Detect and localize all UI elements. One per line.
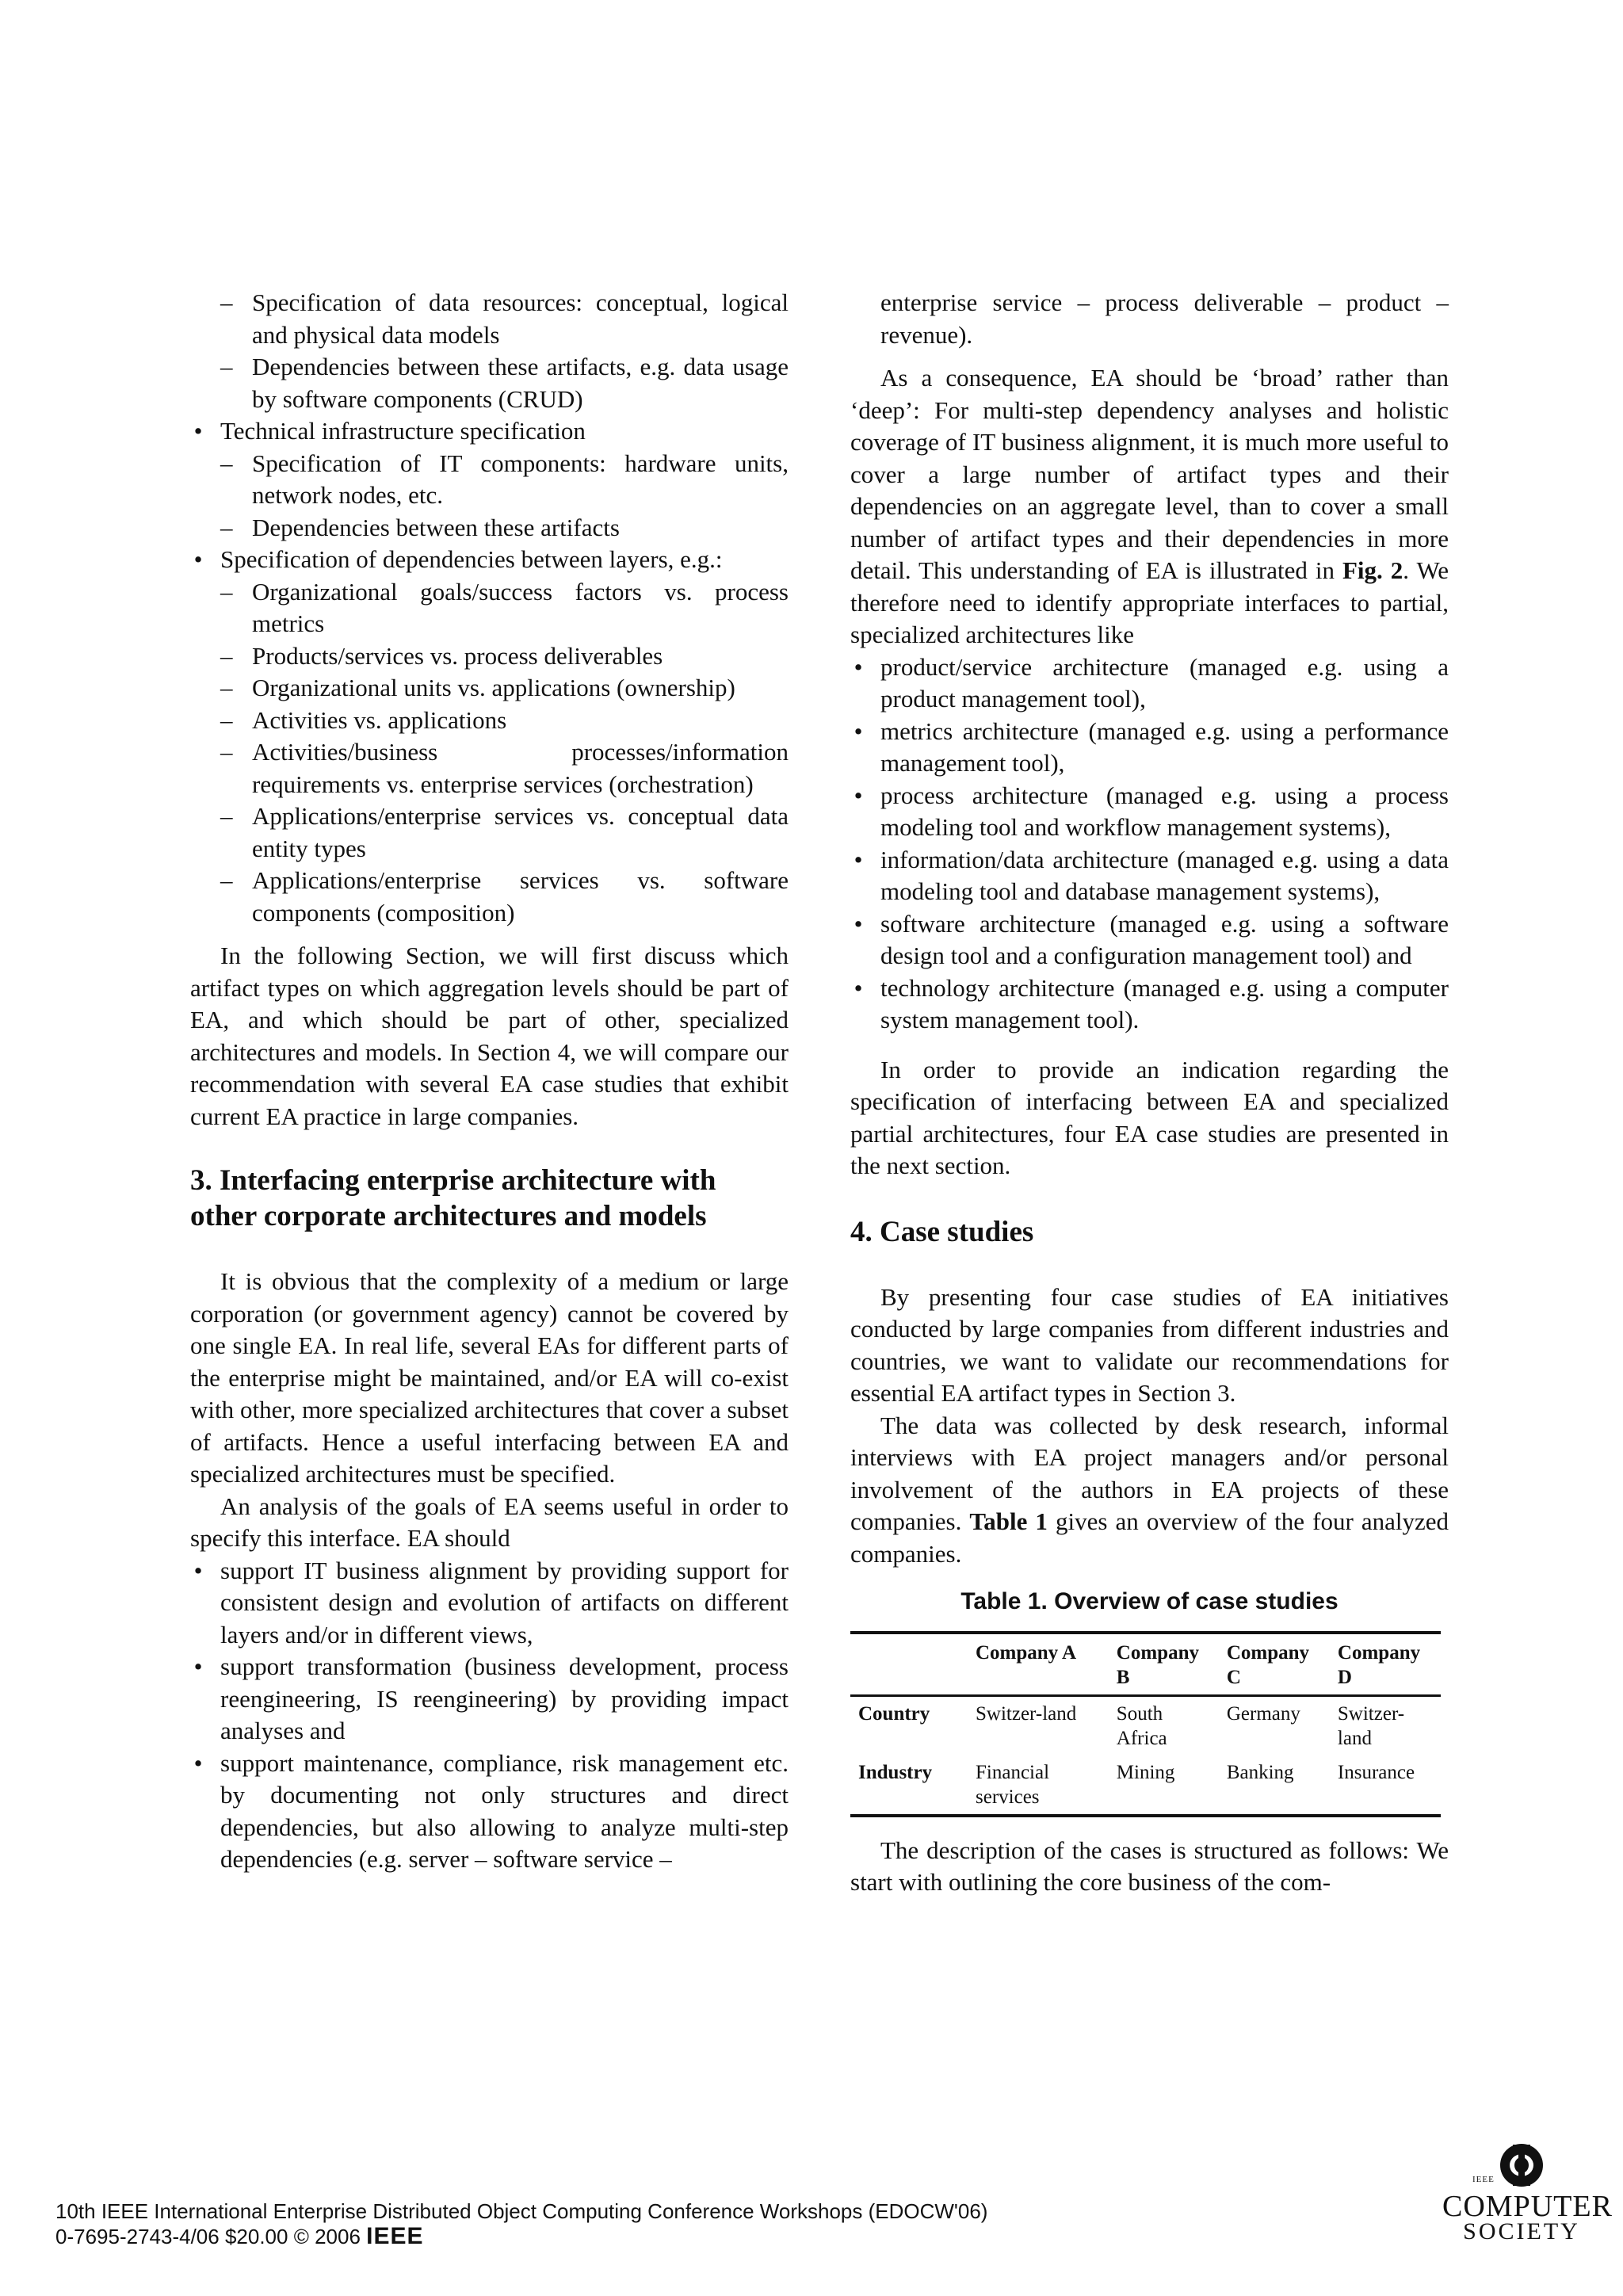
section-3-heading: 3. Interfacing enterprise architecture with other corporate architectures and models — [190, 1164, 716, 1232]
table-row-label: Industry — [858, 1761, 933, 1783]
figure-reference: Fig. 2 — [1342, 556, 1403, 584]
list-item: – Organizational units vs. applications (ownership) — [190, 672, 789, 705]
paragraph-consequence-text-end: . We therefore need to identify appropriate interfaces to partial, specialized architectures like — [850, 556, 1449, 648]
table-cell: Switzer-land — [1337, 1702, 1405, 1749]
layers-bullet-list — [190, 544, 789, 576]
paragraph-obvious: It is obvious that the complexity of a medium or large corporation (or government agency) cannot be covered by one single EA. In real life, several EAs for different parts of the enterprise might be maintained, and/or EA will co-exist with other, more specialized architectures that cover a subset of artifacts. Hence a useful interfacing between EA and specialized architectures must be specified. — [190, 1267, 789, 1488]
footer-isbn-text: 0-7695-2743-4/06 $20.00 © 2006 — [55, 2225, 361, 2248]
list-item: • product/service architecture (managed e.g. using a product management tool), — [850, 651, 1449, 716]
list-item: – Organizational goals/success factors vs. process metrics — [190, 576, 789, 640]
infrastructure-bullet-list — [190, 415, 789, 448]
table-cell: Banking — [1226, 1761, 1294, 1783]
paragraph-indication: In order to provide an indication regarding the specification of interfacing between EA and specialized partial architectures, four EA case studies are presented in the next section. — [850, 1055, 1449, 1179]
logo-society-text: SOCIETY — [1463, 2218, 1580, 2244]
footer-isbn-line — [55, 2224, 987, 2249]
tech-dash-list — [190, 448, 789, 544]
paragraph-description: The description of the cases is structured as follows: We start with outlining the core business of the com- — [850, 1836, 1449, 1896]
table-corner-cell — [850, 1633, 968, 1696]
ieee-logo-text: IEEE — [366, 2223, 424, 2249]
table-cell: Switzer-land — [976, 1702, 1077, 1725]
list-item-text: Technical infrastructure specification — [220, 417, 586, 445]
section-4-heading: 4. Case studies — [850, 1215, 1034, 1248]
list-item: • software architecture (managed e.g. using a software design tool and a configuration management tool) and — [850, 908, 1449, 972]
list-item: – Dependencies between these artifacts — [190, 512, 789, 544]
table-reference: Table 1 — [969, 1507, 1048, 1535]
list-item: – Applications/enterprise services vs. software components (composition) — [190, 865, 789, 929]
list-item: – Specification of IT components: hardware units, network nodes, etc. — [190, 448, 789, 512]
list-item: • metrics architecture (managed e.g. using a performance management tool), — [850, 716, 1449, 780]
table-header-cell: Company A — [968, 1633, 1109, 1696]
list-item: • information/data architecture (managed e.g. using a data modeling tool and database management systems), — [850, 844, 1449, 908]
phi-emblem-icon — [1494, 2140, 1549, 2191]
paragraph-consequence-text: As a consequence, EA should be ‘broad’ rather than ‘deep’: For multi-step dependency analyses and holistic coverage of IT business alignment, it is much more useful to cover a large number of artifact types and their dependencies on an aggregate level, than to cover a small number of artifact types and their dependencies in more detail. This understanding of EA is illustrated in — [850, 364, 1449, 584]
list-item: • support IT business alignment by providing support for consistent design and evolution of artifacts on different layers and/or in different views, — [190, 1555, 789, 1652]
list-item-text: Specification of dependencies between layers, e.g.: — [220, 545, 723, 573]
bullet-continuation: enterprise service – process deliverable – product – revenue). — [880, 288, 1449, 349]
paragraph-following-section: In the following Section, we will first discuss which artifact types on which aggregation levels should be part of EA, and which should be part of other, specialized architectures and models. In Section 4, we will compare our recommendation with several EA case studies that exhibit current EA practice in large companies. — [190, 942, 789, 1130]
list-item: – Activities vs. applications — [190, 705, 789, 737]
footer-conference-line: 10th IEEE International Enterprise Distributed Object Computing Conference Workshops (EDOCW'06) — [55, 2199, 988, 2223]
layer-dash-list — [190, 576, 789, 930]
right-column — [850, 287, 1449, 1899]
table-caption: Table 1. Overview of case studies — [960, 1588, 1338, 1614]
table-cell: South Africa — [1116, 1702, 1167, 1749]
table-header-cell: Company D — [1330, 1633, 1441, 1696]
logo-computer-text: COMPUTER — [1442, 2190, 1613, 2223]
paragraph-data-text-end: gives an overview of the four analyzed companies. — [850, 1507, 1449, 1568]
paragraph-analysis: An analysis of the goals of EA seems useful in order to specify this interface. EA should — [190, 1492, 789, 1552]
list-item: – Specification of data resources: conceptual, logical and physical data models — [190, 287, 789, 351]
paragraph-data — [850, 1410, 1449, 1571]
list-item: – Applications/enterprise services vs. conceptual data entity types — [190, 800, 789, 865]
logo-ieee-small: IEEE — [1472, 2175, 1495, 2184]
architectures-list — [850, 651, 1449, 1037]
list-item — [190, 415, 789, 448]
table-cell: Mining — [1116, 1761, 1175, 1783]
computer-society-logo — [1442, 2140, 1613, 2259]
table-row-label: Country — [858, 1702, 930, 1725]
list-item — [190, 544, 789, 576]
list-item: • technology architecture (managed e.g. using a computer system management tool). — [850, 972, 1449, 1037]
list-item: – Dependencies between these artifacts, e.g. data usage by software components (CRUD) — [190, 351, 789, 415]
paragraph-presenting: By presenting four case studies of EA initiatives conducted by large companies from different industries and countries, we want to validate our recommendations for essential EA artifact types in Section 3. — [850, 1282, 1449, 1407]
table-header-row — [850, 1633, 1441, 1696]
table-row — [850, 1755, 1441, 1816]
table-cell: Germany — [1226, 1702, 1300, 1725]
case-studies-table — [850, 1631, 1441, 1817]
list-item: – Activities/business processes/information requirements vs. enterprise services (orchestration) — [190, 736, 789, 800]
list-item: • support transformation (business development, process reengineering, IS reengineering) by providing impact analyses and — [190, 1651, 789, 1748]
table-header-cell: Company C — [1219, 1633, 1330, 1696]
data-dash-list — [190, 287, 789, 415]
table-cell: Insurance — [1337, 1761, 1415, 1783]
table-header-cell: Company B — [1109, 1633, 1219, 1696]
list-item: – Products/services vs. process deliverables — [190, 640, 789, 673]
list-item: • process architecture (managed e.g. using a process modeling tool and workflow management systems), — [850, 780, 1449, 844]
paragraph-data-text: The data was collected by desk research, informal interviews with EA project managers and/or personal involvement of the authors in EA projects of these companies. — [850, 1411, 1449, 1535]
table-row — [850, 1695, 1441, 1755]
left-column — [190, 287, 789, 1876]
page-footer — [55, 2199, 987, 2249]
table-cell: Financial services — [976, 1761, 1050, 1808]
paragraph-consequence — [850, 362, 1449, 651]
list-item: • support maintenance, compliance, risk management etc. by documenting not only structures and direct dependencies, but also allowing to analyze multi-step dependencies (e.g. server – software service – — [190, 1748, 789, 1876]
ea-goals-list — [190, 1555, 789, 1876]
